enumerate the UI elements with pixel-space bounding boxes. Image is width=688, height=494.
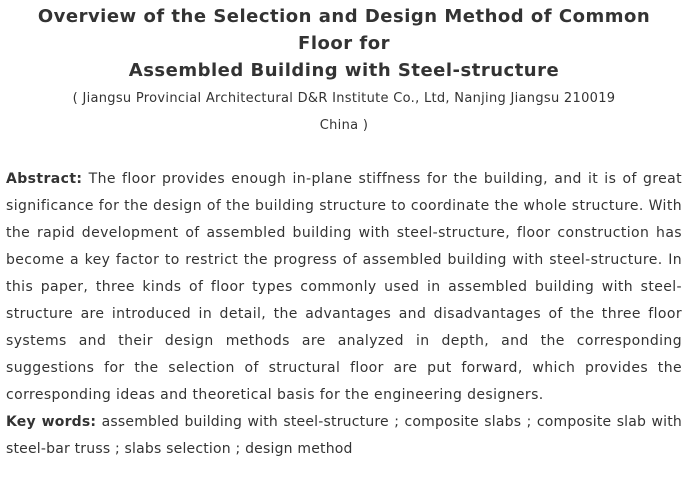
abstract-paragraph: [6, 166, 682, 409]
abstract-text: The floor provides enough in-plane stiffness for the building, and it is of great significance for the design of the building structure to coordinate the whole structure. With the rapid development of assembled building with steel-structure, floor construction has become a key factor to restrict the progress of assembled building with steel-structure. In this paper, three kinds of floor types commonly used in assembled building with steel-structure are introduced in detail, the advantages and disadvantages of the three floor systems and their design methods are analyzed in depth, and the corresponding suggestions for the selection of structural floor are put forward, which provides the corresponding ideas and theoretical basis for the engineering designers.: [6, 171, 682, 403]
author-affiliation: [6, 85, 682, 139]
paper-title: [6, 3, 682, 84]
keywords-label: Key words:: [6, 414, 97, 430]
document-page: [0, 3, 688, 494]
affiliation-line-2: China ): [319, 118, 369, 133]
keywords-text: assembled building with steel-structure ; composite slabs ; composite slab with steel-bar truss ; slabs selection ; design method: [6, 414, 683, 457]
keywords-paragraph: [6, 409, 682, 463]
paper-title-line-3: Assembled Building with Steel-structure: [128, 60, 560, 81]
paper-title-line-1: Overview of the Selection and Design Method of Common: [37, 6, 651, 27]
affiliation-line-1: ( Jiangsu Provincial Architectural D&R Institute Co., Ltd, Nanjing Jiangsu 210019: [72, 91, 616, 106]
paper-title-line-2: Floor for: [298, 33, 390, 54]
abstract-label: Abstract:: [6, 171, 83, 187]
